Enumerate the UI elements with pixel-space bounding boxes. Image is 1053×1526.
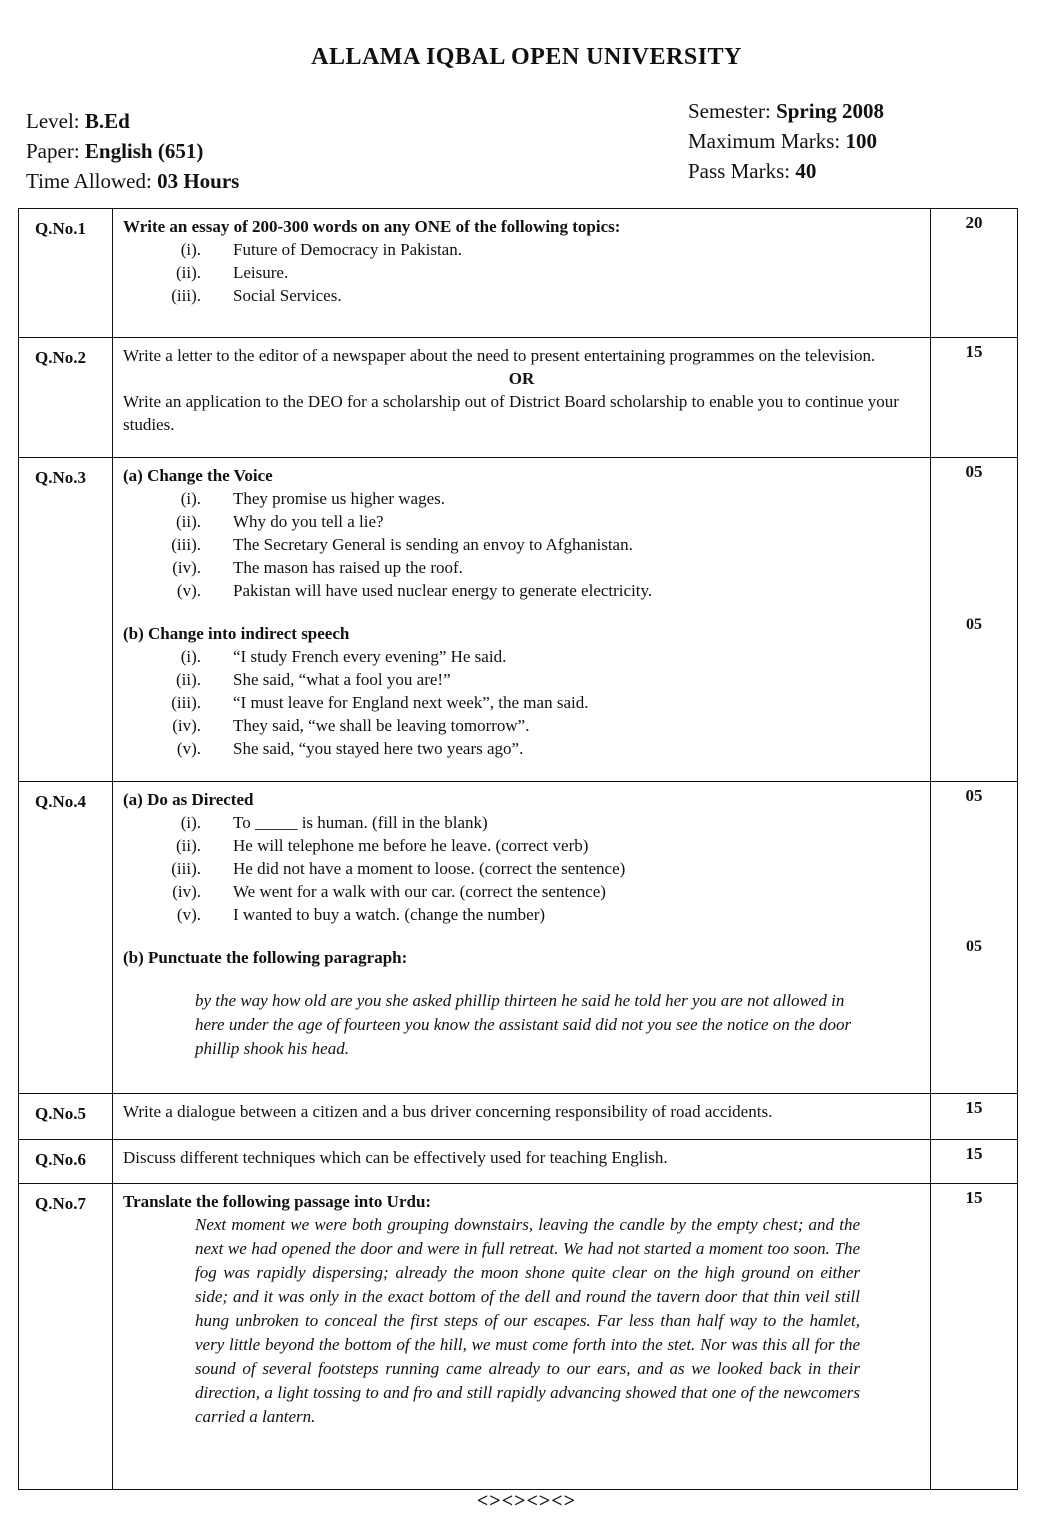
max-marks-line bbox=[688, 126, 884, 156]
item-text: Social Services. bbox=[233, 286, 342, 305]
paper-line bbox=[26, 136, 239, 166]
question-marks: 05 bbox=[965, 786, 983, 805]
level-line bbox=[26, 106, 239, 136]
question-number: Q.No.6 bbox=[19, 1140, 113, 1183]
part-a-heading: (a) Change the Voice bbox=[123, 466, 273, 485]
question-number: Q.No.2 bbox=[19, 338, 113, 457]
time-line bbox=[26, 166, 239, 196]
part-b-marks: 05 bbox=[966, 938, 982, 955]
question-marks: 05 bbox=[965, 462, 983, 481]
list-item bbox=[123, 487, 920, 510]
question-row-6 bbox=[19, 1139, 1017, 1183]
question-number: Q.No.3 bbox=[19, 458, 113, 781]
semester-value: Spring 2008 bbox=[776, 99, 885, 123]
item-number: (i). bbox=[180, 240, 201, 259]
question-marks: 15 bbox=[965, 1144, 983, 1163]
question-row-5 bbox=[19, 1093, 1017, 1139]
question-row-1 bbox=[19, 209, 1017, 337]
pass-marks-label: Pass Marks: bbox=[688, 159, 796, 183]
list-item bbox=[123, 261, 920, 284]
question-marks: 15 bbox=[965, 1098, 983, 1117]
list-item bbox=[123, 880, 920, 903]
item-text: I wanted to buy a watch. (change the number) bbox=[233, 905, 546, 924]
item-number: (i). bbox=[180, 813, 201, 832]
item-text: “I study French every evening” He said. bbox=[233, 647, 507, 666]
item-number: (iii). bbox=[171, 859, 201, 878]
list-item bbox=[123, 903, 920, 926]
item-number: (i). bbox=[180, 489, 201, 508]
item-text: She said, “what a fool you are!” bbox=[233, 670, 451, 689]
question-body bbox=[113, 1184, 931, 1489]
question-body bbox=[113, 209, 931, 337]
item-number: (i). bbox=[180, 647, 201, 666]
exam-meta-left bbox=[26, 106, 239, 196]
item-text: He will telephone me before he leave. (correct verb) bbox=[233, 836, 589, 855]
question-text: Discuss different techniques which can be effectively used for teaching English. bbox=[123, 1148, 668, 1167]
question-heading: Translate the following passage into Urdu: bbox=[123, 1192, 432, 1211]
questions-table bbox=[18, 208, 1018, 1490]
or-separator: OR bbox=[508, 369, 535, 388]
list-item bbox=[123, 510, 920, 533]
question-number: Q.No.1 bbox=[19, 209, 113, 337]
question-number: Q.No.5 bbox=[19, 1094, 113, 1139]
question-marks: 15 bbox=[965, 1188, 983, 1207]
question-body bbox=[113, 782, 931, 1093]
part-b-heading: (b) Change into indirect speech bbox=[123, 624, 350, 643]
pass-marks-value: 40 bbox=[795, 159, 817, 183]
list-item bbox=[123, 668, 920, 691]
level-label: Level: bbox=[26, 109, 85, 133]
item-number: (ii). bbox=[175, 263, 201, 282]
question-marks: 15 bbox=[965, 342, 983, 361]
question-body bbox=[113, 1094, 931, 1139]
item-text: The Secretary General is sending an envoy to Afghanistan. bbox=[233, 535, 633, 554]
item-number: (iii). bbox=[171, 693, 201, 712]
exam-title: ALLAMA IQBAL OPEN UNIVERSITY bbox=[311, 44, 742, 70]
item-text: “I must leave for England next week”, the man said. bbox=[233, 693, 589, 712]
max-marks-value: 100 bbox=[845, 129, 877, 153]
item-text: He did not have a moment to loose. (correct the sentence) bbox=[233, 859, 626, 878]
item-number: (ii). bbox=[175, 836, 201, 855]
item-number: (ii). bbox=[175, 670, 201, 689]
end-of-paper-mark: <><><><> bbox=[476, 1490, 577, 1512]
item-number: (iv). bbox=[172, 716, 201, 735]
part-a-heading: (a) Do as Directed bbox=[123, 790, 254, 809]
list-item bbox=[123, 714, 920, 737]
paper-value: English (651) bbox=[84, 139, 204, 163]
paragraph-to-punctuate: by the way how old are you she asked phillip thirteen he said he told her you are not allowed in here under the age of fourteen you know the assistant said did not you see the notice on the door phillip shook his head. bbox=[195, 991, 852, 1058]
item-number: (iii). bbox=[171, 286, 201, 305]
part-b-marks: 05 bbox=[966, 616, 982, 633]
part-b-heading: (b) Punctuate the following paragraph: bbox=[123, 948, 408, 967]
item-number: (ii). bbox=[175, 512, 201, 531]
question-body bbox=[113, 338, 931, 457]
question-number: Q.No.4 bbox=[19, 782, 113, 1093]
passage-to-translate: Next moment we were both grouping downstairs, leaving the candle by the empty chest; and the next we had opened the door and were in full retreat. We had not started a moment too soon. The fog was rapidly dispersing; already the moon shone quite clear on the high ground on either side; and it was only in the exact bottom of the dell and round the tavern door that thin veil still hung unbroken to conceal the first steps of our escapes. Far less than half way to the hamlet, very little beyond the bottom of the hill, we must come forth into the stet. Nor was this all for the sound of several footsteps running came already to our ears, and as we looked back in their direction, a light tossing to and fro and still rapidly advancing showed that one of the newcomers carried a lantern. bbox=[195, 1215, 860, 1426]
question-heading: Write an essay of 200-300 words on any ONE of the following topics: bbox=[123, 217, 621, 236]
question-body bbox=[113, 1140, 931, 1183]
item-text: They promise us higher wages. bbox=[233, 489, 445, 508]
item-number: (iii). bbox=[171, 535, 201, 554]
max-marks-label: Maximum Marks: bbox=[688, 129, 846, 153]
time-label: Time Allowed: bbox=[26, 169, 158, 193]
list-item bbox=[123, 857, 920, 880]
question-text: Write a letter to the editor of a newspaper about the need to present entertaining programmes on the television. bbox=[123, 346, 876, 365]
semester-label: Semester: bbox=[688, 99, 777, 123]
item-text: Future of Democracy in Pakistan. bbox=[233, 240, 462, 259]
pass-marks-line bbox=[688, 156, 884, 186]
item-text: Pakistan will have used nuclear energy to generate electricity. bbox=[233, 581, 653, 600]
list-item bbox=[123, 737, 920, 760]
exam-meta-right bbox=[688, 96, 884, 186]
item-text: The mason has raised up the roof. bbox=[233, 558, 463, 577]
list-item bbox=[123, 556, 920, 579]
item-text: To _____ is human. (fill in the blank) bbox=[233, 813, 488, 832]
semester-line bbox=[688, 96, 884, 126]
item-text: Leisure. bbox=[233, 263, 289, 282]
item-text: She said, “you stayed here two years ago”. bbox=[233, 739, 524, 758]
question-text: Write a dialogue between a citizen and a bus driver concerning responsibility of road accidents. bbox=[123, 1102, 773, 1121]
list-item bbox=[123, 284, 920, 307]
item-text: They said, “we shall be leaving tomorrow”. bbox=[233, 716, 530, 735]
item-number: (iv). bbox=[172, 882, 201, 901]
question-number: Q.No.7 bbox=[19, 1184, 113, 1489]
question-row-3 bbox=[19, 457, 1017, 781]
list-item bbox=[123, 238, 920, 261]
question-marks: 20 bbox=[965, 213, 983, 232]
question-text: Write an application to the DEO for a scholarship out of District Board scholarship to enable you to continue your studies. bbox=[123, 392, 899, 434]
list-item bbox=[123, 533, 920, 556]
time-value: 03 Hours bbox=[157, 169, 240, 193]
question-body bbox=[113, 458, 931, 781]
item-text: Why do you tell a lie? bbox=[233, 512, 384, 531]
item-number: (v). bbox=[176, 581, 201, 600]
question-row-4 bbox=[19, 781, 1017, 1093]
item-number: (v). bbox=[176, 739, 201, 758]
item-number: (iv). bbox=[172, 558, 201, 577]
item-number: (v). bbox=[176, 905, 201, 924]
list-item bbox=[123, 834, 920, 857]
question-row-2 bbox=[19, 337, 1017, 457]
list-item bbox=[123, 691, 920, 714]
list-item bbox=[123, 645, 920, 668]
paper-label: Paper: bbox=[26, 139, 85, 163]
level-value: B.Ed bbox=[84, 109, 130, 133]
question-row-7 bbox=[19, 1183, 1017, 1489]
item-text: We went for a walk with our car. (correct the sentence) bbox=[233, 882, 606, 901]
list-item bbox=[123, 579, 920, 602]
list-item bbox=[123, 811, 920, 834]
